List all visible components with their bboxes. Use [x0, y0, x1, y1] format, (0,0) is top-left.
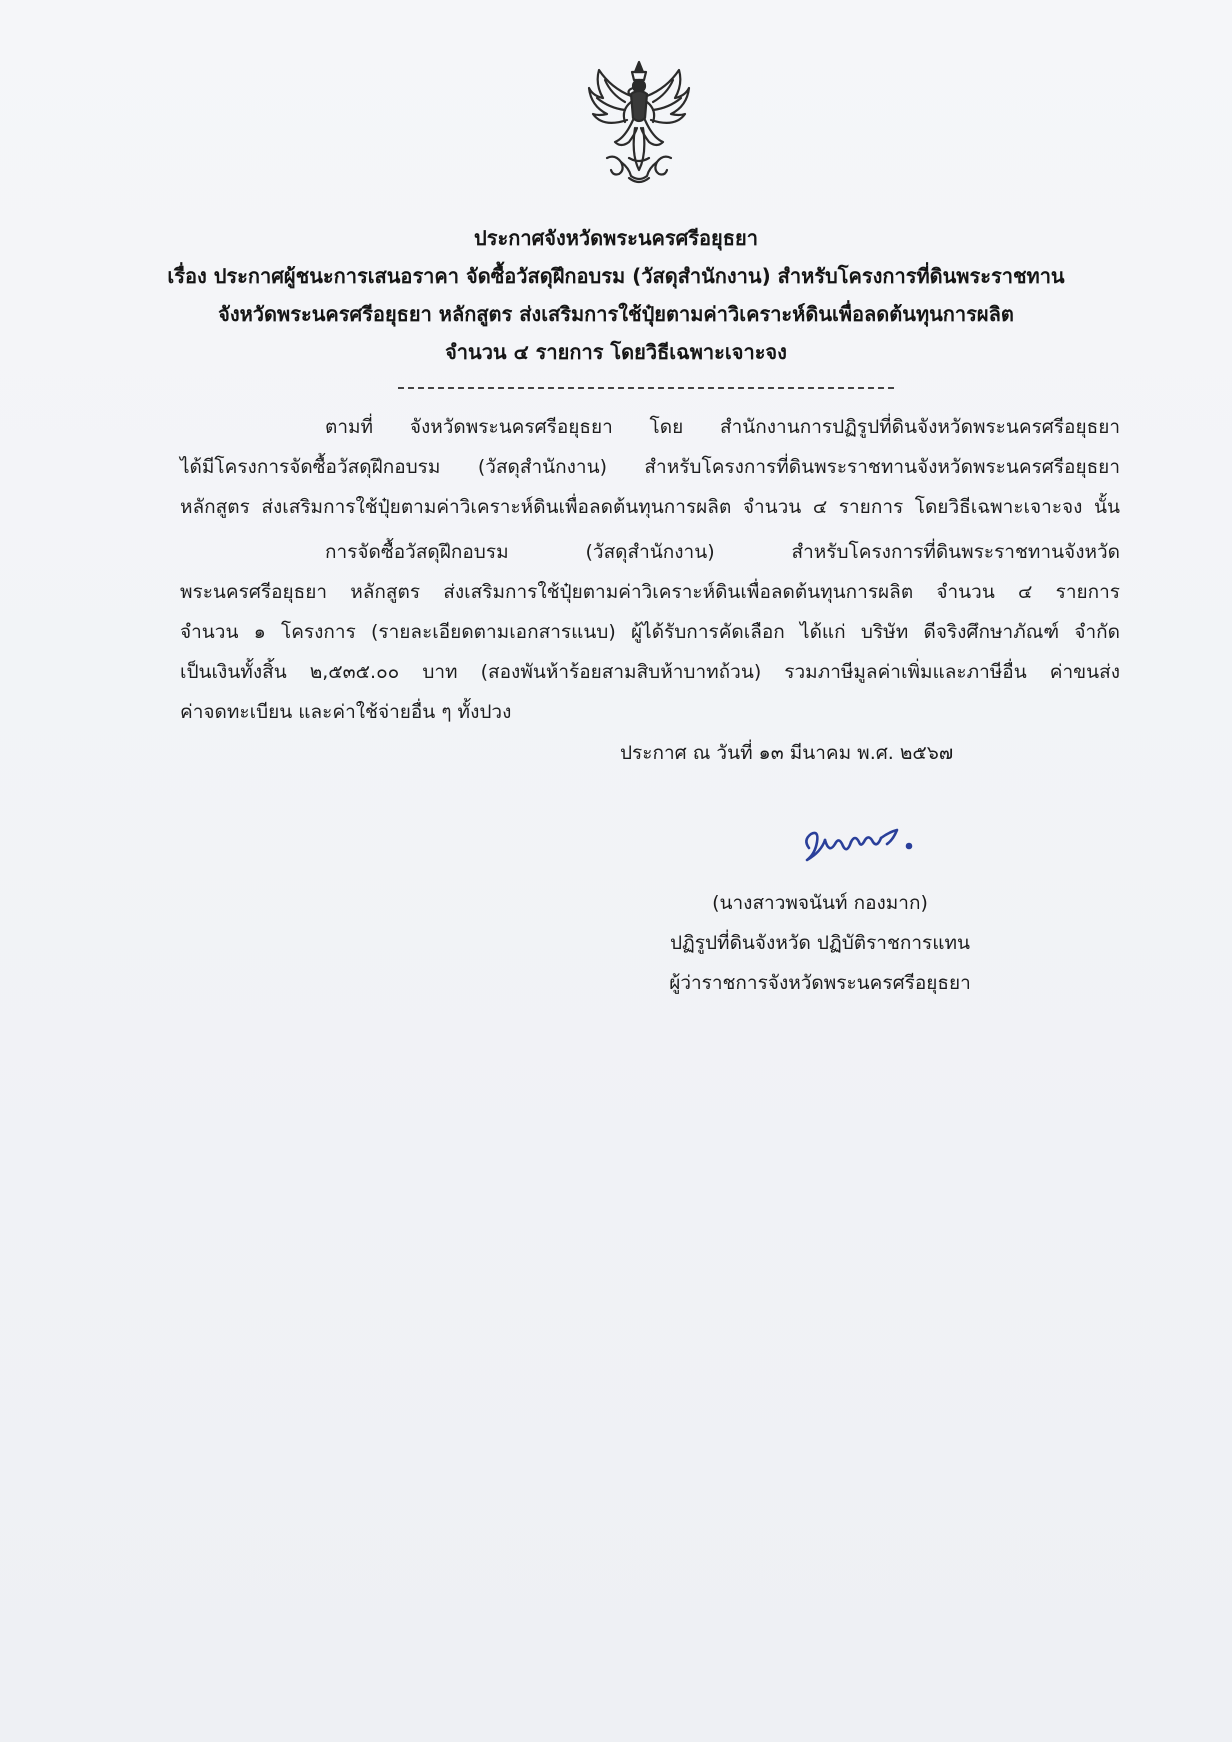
announcement-title: ประกาศจังหวัดพระนครศรีอยุธยา	[474, 226, 758, 250]
garuda-emblem-icon	[585, 58, 693, 188]
para2-line-1: การจัดซื้อวัสดุฝึกอบรม (วัสดุสำนักงาน) สำหรับโครงการที่ดินพระราชทานจังหวัด	[325, 541, 1120, 563]
subject-line-3: จำนวน ๔ รายการ โดยวิธีเฉพาะเจาะจง	[445, 340, 787, 364]
dashed-divider	[398, 387, 894, 389]
announcement-date: ประกาศ ณ วันที่ ๑๓ มีนาคม พ.ศ. ๒๕๖๗	[620, 742, 954, 764]
para2-line-2: พระนครศรีอยุธยา หลักสูตร ส่งเสริมการใช้ปุ๋ยตามค่าวิเคราะห์ดินเพื่อลดต้นทุนการผลิต จำนวน ๔ รายการ	[180, 581, 1120, 603]
signatory-name: (นางสาวพจนันท์ กองมาก)	[712, 892, 928, 914]
para2-line-4: เป็นเงินทั้งสิ้น ๒,๕๓๕.๐๐ บาท (สองพันห้าร้อยสามสิบห้าบาทถ้วน) รวมภาษีมูลค่าเพิ่มและภาษีอื่น ค่าขนส่ง	[180, 661, 1120, 683]
para2-line-5: ค่าจดทะเบียน และค่าใช้จ่ายอื่น ๆ ทั้งปวง	[180, 701, 512, 723]
signatory-on-behalf: ผู้ว่าราชการจังหวัดพระนครศรีอยุธยา	[669, 972, 971, 994]
subject-line-1: เรื่อง ประกาศผู้ชนะการเสนอราคา จัดซื้อวัสดุฝึกอบรม (วัสดุสำนักงาน) สำหรับโครงการที่ดินพระราชทาน	[167, 264, 1065, 288]
handwritten-signature-icon	[795, 810, 935, 870]
subject-line-2: จังหวัดพระนครศรีอยุธยา หลักสูตร ส่งเสริมการใช้ปุ๋ยตามค่าวิเคราะห์ดินเพื่อลดต้นทุนการผลิต	[218, 302, 1014, 326]
para1-line-3: หลักสูตร ส่งเสริมการใช้ปุ๋ยตามค่าวิเคราะห์ดินเพื่อลดต้นทุนการผลิต จำนวน ๔ รายการ โดยวิธีเฉพาะเจาะจง นั้น	[180, 496, 1120, 518]
para1-line-1: ตามที่ จังหวัดพระนครศรีอยุธยา โดย สำนักงานการปฏิรูปที่ดินจังหวัดพระนครศรีอยุธยา	[325, 416, 1120, 438]
signatory-position: ปฏิรูปที่ดินจังหวัด ปฏิบัติราชการแทน	[669, 932, 971, 954]
para2-line-3: จำนวน ๑ โครงการ (รายละเอียดตามเอกสารแนบ) ผู้ได้รับการคัดเลือก ได้แก่ บริษัท ดีจริงศึกษาภัณฑ์ จำกัด	[180, 621, 1120, 643]
para1-line-2: ได้มีโครงการจัดซื้อวัสดุฝึกอบรม (วัสดุสำนักงาน) สำหรับโครงการที่ดินพระราชทานจังหวัดพระนครศรีอยุธยา	[180, 456, 1120, 478]
